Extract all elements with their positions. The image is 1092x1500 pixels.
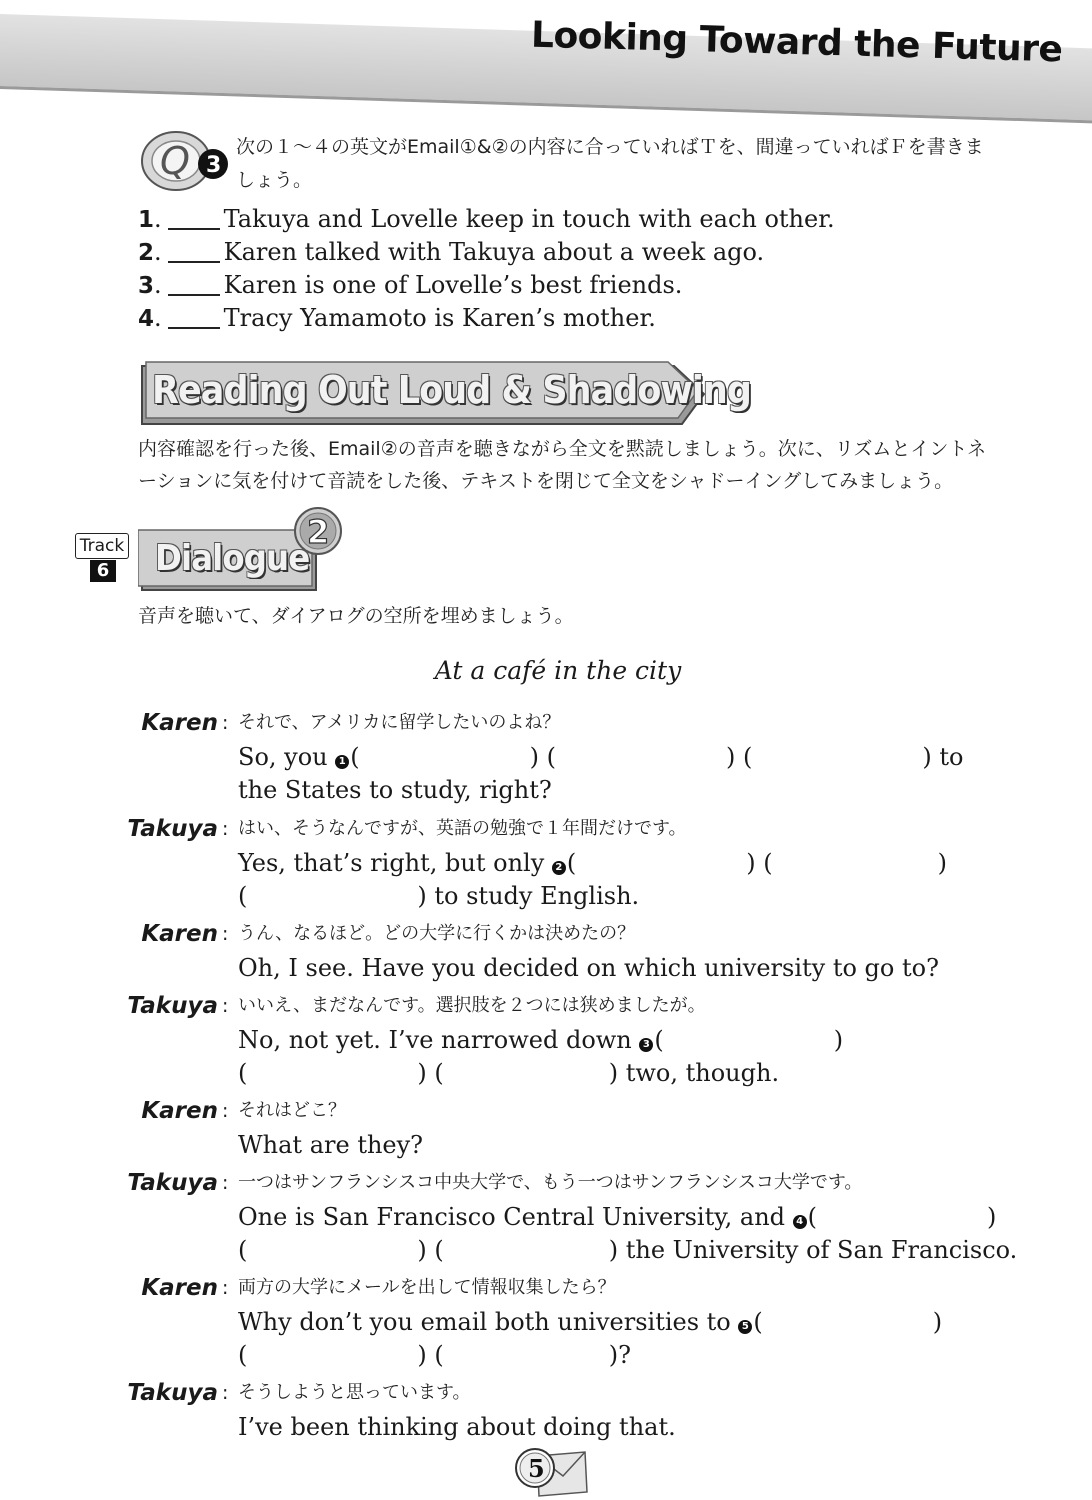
jp-translation: それはどこ？ bbox=[238, 1100, 346, 1121]
english-line: No, not yet. I’ve narrowed down 3 ( ) bbox=[238, 1026, 844, 1054]
speaker-name: Takuya bbox=[127, 993, 218, 1019]
english-line: ( ) to study English. bbox=[238, 882, 640, 910]
jp-translation: いいえ、まだなんです。選択肢を２つには狭めましたが。 bbox=[238, 995, 706, 1016]
line-text: One is San Francisco Central University, and bbox=[238, 1203, 793, 1231]
line-text: ? bbox=[618, 1341, 631, 1369]
blank-number: 5 bbox=[738, 1320, 752, 1334]
speaker-colon: : bbox=[222, 1277, 229, 1299]
dialogue-title: Dialogue bbox=[155, 538, 310, 579]
speaker-colon: : bbox=[222, 1172, 229, 1194]
english-line: ( ) ( ) the University of San Francisco. bbox=[238, 1236, 1018, 1264]
jp-translation: 両方の大学にメールを出して情報収集したら？ bbox=[238, 1277, 616, 1298]
jp-translation: そうしようと思っています。 bbox=[238, 1382, 471, 1403]
line-text: to study English. bbox=[426, 882, 640, 910]
list-item: 3. Karen is one of Lovelle’s best friends. bbox=[138, 271, 683, 299]
item-number: 2 bbox=[138, 240, 155, 266]
speaker-name: Takuya bbox=[127, 816, 218, 842]
page-header-title: Looking Toward the Future bbox=[530, 14, 1063, 71]
speaker-name: Karen bbox=[141, 1098, 218, 1124]
jp-translation: それで、アメリカに留学したいのよね？ bbox=[238, 712, 561, 733]
speaker-colon: : bbox=[222, 1100, 229, 1122]
english-line: ( ) ( ) two, though. bbox=[238, 1059, 780, 1087]
answer-blank[interactable] bbox=[168, 206, 220, 230]
blank-number: 2 bbox=[552, 861, 566, 875]
english-line: What are they? bbox=[238, 1131, 424, 1159]
speaker-name: Karen bbox=[141, 921, 218, 947]
english-line: ( ) ( )? bbox=[238, 1341, 631, 1369]
speaker-colon: : bbox=[222, 712, 229, 734]
jp-translation: はい、そうなんですが、英語の勉強で１年間だけです。 bbox=[238, 818, 687, 839]
q3-badge-icon bbox=[138, 128, 234, 194]
q3-badge-number: 3 bbox=[206, 153, 222, 178]
answer-blank[interactable] bbox=[168, 239, 220, 263]
line-text: two, though. bbox=[618, 1059, 780, 1087]
scene-caption: At a café in the city bbox=[434, 656, 682, 685]
line-text: So, you bbox=[238, 743, 336, 771]
speaker-colon: : bbox=[222, 923, 229, 945]
line-text: No, not yet. I’ve narrowed down bbox=[238, 1026, 640, 1054]
speaker-colon: : bbox=[222, 1382, 229, 1404]
speaker-name: Takuya bbox=[127, 1170, 218, 1196]
item-text: Takuya and Lovelle keep in touch with each other. bbox=[223, 205, 835, 233]
line-text: Yes, that’s right, but only bbox=[238, 849, 552, 877]
jp-translation: 一つはサンフランシスコ中央大学で、もう一つはサンフランシスコ大学です。 bbox=[238, 1172, 863, 1193]
english-line: I’ve been thinking about doing that. bbox=[238, 1413, 676, 1441]
reading-instruction: 内容確認を行った後、Email②の音声を聴きながら全文を黙読しましょう。次に、リズムとイントネーションに気を付けて音読をした後、テキストを閉じて全文をシャドーイングしてみましょう。 bbox=[138, 438, 987, 492]
page-number-badge bbox=[513, 1442, 591, 1498]
q3-list bbox=[138, 203, 835, 335]
english-line: So, you 1 ( ) ( ) ( ) to bbox=[238, 743, 964, 771]
dialogue-number: 2 bbox=[307, 513, 330, 551]
list-item: 4. Tracy Yamamoto is Karen’s mother. bbox=[138, 304, 656, 332]
dialogue-instruction: 音声を聴いて、ダイアログの空所を埋めましょう。 bbox=[138, 605, 574, 627]
line-text: Why don’t you email both universities to bbox=[238, 1308, 739, 1336]
item-number: 1 bbox=[138, 207, 155, 233]
page-number: 5 bbox=[528, 1454, 545, 1483]
line-text: the University of San Francisco. bbox=[618, 1236, 1018, 1264]
line-text: to bbox=[931, 743, 964, 771]
list-item: 2. Karen talked with Takuya about a week ago. bbox=[138, 238, 765, 266]
q3-badge-letter: Q bbox=[160, 139, 190, 183]
item-text: Tracy Yamamoto is Karen’s mother. bbox=[223, 304, 656, 332]
english-line: Oh, I see. Have you decided on which university to go to? bbox=[238, 954, 939, 982]
item-number: 4 bbox=[138, 306, 155, 332]
speaker-name: Karen bbox=[141, 710, 218, 736]
english-line: the States to study, right? bbox=[238, 776, 552, 804]
answer-blank[interactable] bbox=[168, 305, 220, 329]
speaker-colon: : bbox=[222, 818, 229, 840]
track-number: 6 bbox=[90, 560, 116, 582]
jp-translation: うん、なるほど。どの大学に行くかは決めたの？ bbox=[238, 923, 636, 944]
speaker-colon: : bbox=[222, 995, 229, 1017]
item-text: Karen is one of Lovelle’s best friends. bbox=[223, 271, 683, 299]
list-item: 1. Takuya and Lovelle keep in touch with each other. bbox=[138, 205, 835, 233]
blank-number: 1 bbox=[335, 755, 349, 769]
english-line: Yes, that’s right, but only 2 ( ) ( ) bbox=[238, 849, 948, 877]
english-line: One is San Francisco Central University, and 4 ( ) bbox=[238, 1203, 997, 1231]
q3-instruction: 次の１～４の英文がEmail①&②の内容に合っていればＴを、間違っていればＦを書きましょう。 bbox=[236, 136, 984, 191]
item-number: 3 bbox=[138, 273, 155, 299]
speaker-name: Takuya bbox=[127, 1380, 218, 1406]
answer-blank[interactable] bbox=[168, 272, 220, 296]
speaker-name: Karen bbox=[141, 1275, 218, 1301]
blank-number: 3 bbox=[639, 1038, 653, 1052]
english-line: Why don’t you email both universities to 5 ( ) bbox=[238, 1308, 943, 1336]
track-label: Track bbox=[75, 533, 129, 559]
blank-number: 4 bbox=[793, 1215, 807, 1229]
item-text: Karen talked with Takuya about a week ago. bbox=[223, 238, 765, 266]
section-title: Reading Out Loud & Shadowing bbox=[152, 368, 751, 412]
